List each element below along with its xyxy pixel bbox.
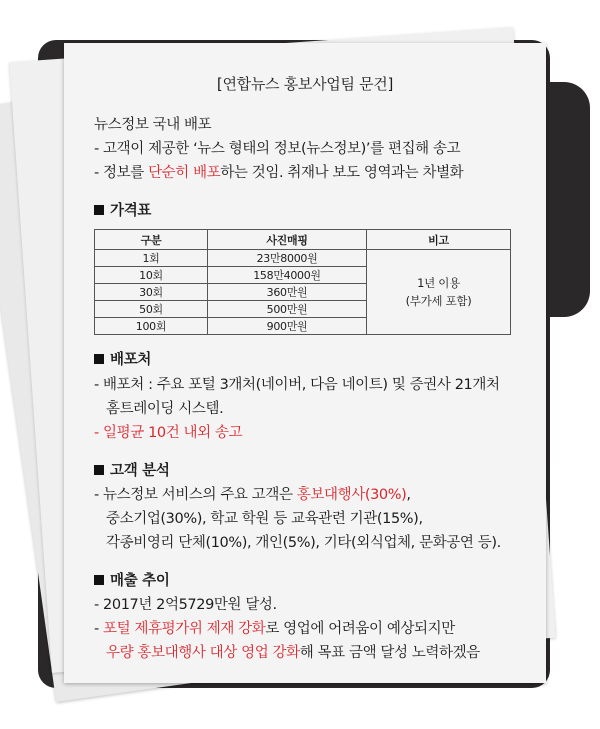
price-table-header bbox=[95, 230, 511, 250]
table-row bbox=[95, 250, 511, 267]
intro-line-2-highlight: 단순히 배포 bbox=[148, 165, 221, 181]
customers-line-3: 각종비영리 단체(10%), 개인(5%), 기타(외식업체, 문화공연 등). bbox=[106, 535, 501, 551]
distribution-line-1: - 배포처 : 주요 포털 3개처(네이버, 다음 네이트) 및 증권사 21개처 bbox=[94, 377, 500, 393]
customers-heading-text: 고객 분석 bbox=[110, 463, 170, 479]
column-header: 사진매핑 bbox=[208, 230, 367, 250]
customers-line-1-b: , bbox=[406, 487, 411, 503]
intro-line-1: - 고객이 제공한 ‘뉴스 형태의 정보(뉴스정보)’를 편집해 송고 bbox=[94, 141, 461, 157]
price-heading-text: 가격표 bbox=[110, 203, 152, 219]
sales-line-3-b: 해 목표 금액 달성 노력하겠음 bbox=[299, 645, 480, 661]
square-bullet-icon bbox=[94, 575, 104, 585]
distribution-heading bbox=[94, 348, 151, 369]
customers-heading bbox=[94, 459, 170, 480]
square-bullet-icon bbox=[94, 465, 104, 475]
column-header: 구분 bbox=[95, 230, 208, 250]
note-line-1: 1년 이용 bbox=[417, 276, 460, 290]
price-cell: 158만4000원 bbox=[208, 267, 367, 284]
document-paper bbox=[64, 43, 546, 683]
intro-line-2-a: - 정보를 bbox=[94, 165, 149, 181]
price-heading bbox=[94, 199, 151, 220]
count-cell: 10회 bbox=[95, 267, 208, 284]
sales-line-2 bbox=[94, 617, 455, 638]
sales-heading bbox=[94, 569, 170, 590]
count-cell: 1회 bbox=[95, 250, 208, 267]
distribution-line-3: - 일평균 10건 내외 송고 bbox=[94, 425, 243, 441]
customers-line-1-highlight: 홍보대행사(30%) bbox=[296, 487, 407, 503]
price-cell: 500만원 bbox=[208, 301, 367, 318]
sales-heading-text: 매출 추이 bbox=[110, 573, 170, 589]
customers-line-1 bbox=[94, 483, 411, 504]
note-line-2: (부가세 포함) bbox=[405, 294, 472, 308]
distribution-heading-text: 배포처 bbox=[110, 352, 152, 368]
customers-line-2: 중소기업(30%), 학교 학원 등 교육관련 기관(15%), bbox=[106, 511, 423, 527]
count-cell: 50회 bbox=[95, 301, 208, 318]
square-bullet-icon bbox=[94, 354, 104, 364]
intro-line-2 bbox=[94, 161, 463, 182]
note-cell bbox=[367, 250, 511, 335]
price-cell: 23만8000원 bbox=[208, 250, 367, 267]
sales-line-2-a: - bbox=[94, 621, 104, 637]
document-title: [연합뉴스 홍보사업팀 문건] bbox=[216, 75, 394, 93]
sales-line-1: - 2017년 2억5729만원 달성. bbox=[94, 597, 277, 613]
sales-line-2-b: 로 영업에 어려움이 예상되지만 bbox=[265, 621, 455, 637]
price-table bbox=[94, 229, 511, 335]
price-cell: 360만원 bbox=[208, 284, 367, 301]
square-bullet-icon bbox=[94, 205, 104, 215]
sales-line-2-highlight: 포털 제휴평가위 제재 강화 bbox=[103, 621, 266, 637]
column-header: 비고 bbox=[367, 230, 511, 250]
sales-line-3-highlight: 우량 홍보대행사 대상 영업 강화 bbox=[106, 645, 300, 661]
count-cell: 30회 bbox=[95, 284, 208, 301]
price-cell: 900만원 bbox=[208, 318, 367, 335]
distribution-line-2: 홈트레이딩 시스템. bbox=[106, 401, 224, 417]
intro-line-2-b: 하는 것임. 취재나 보도 영역과는 차별화 bbox=[220, 165, 464, 181]
intro-heading: 뉴스정보 국내 배포 bbox=[94, 117, 212, 133]
customers-line-1-a: - 뉴스정보 서비스의 주요 고객은 bbox=[94, 487, 297, 503]
sales-line-3 bbox=[106, 641, 480, 662]
count-cell: 100회 bbox=[95, 318, 208, 335]
